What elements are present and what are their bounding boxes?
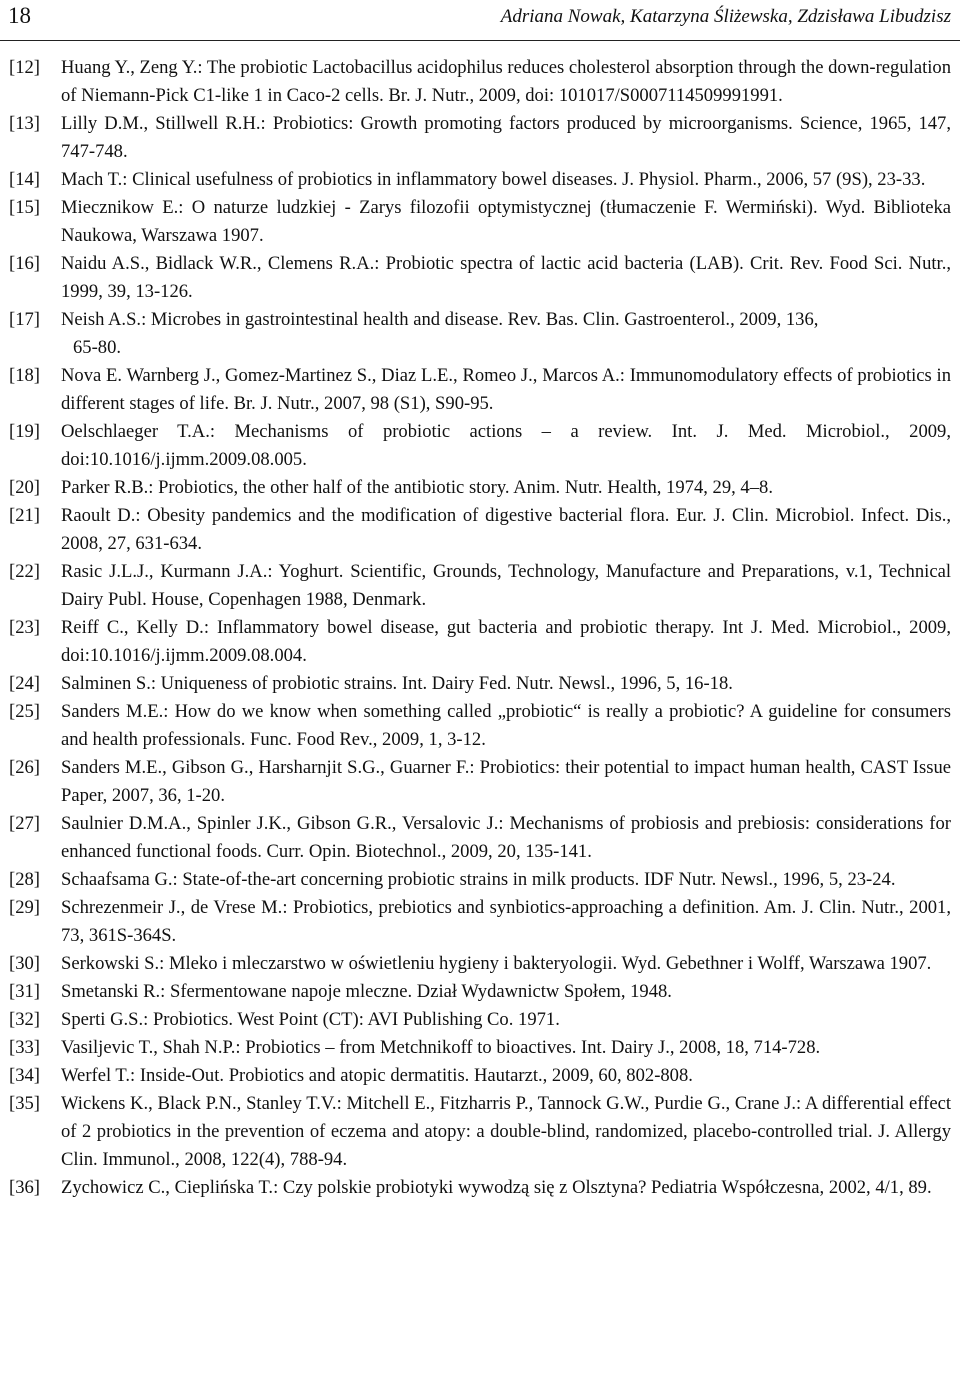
reference-number: [17]	[9, 309, 40, 330]
reference-number: [22]	[9, 561, 40, 582]
reference-item	[0, 894, 960, 950]
reference-number: [33]	[9, 1037, 40, 1058]
reference-number: [16]	[9, 253, 40, 274]
reference-number: [24]	[9, 673, 40, 694]
reference-item	[0, 1034, 960, 1062]
reference-item	[0, 250, 960, 306]
reference-text: Naidu A.S., Bidlack W.R., Clemens R.A.: Probiotic spectra of lactic acid bacteria (LAB). Crit. Rev. Food Sci. Nutr., 1999, 39, 13-126.	[61, 253, 951, 302]
reference-text: Sanders M.E., Gibson G., Harsharnjit S.G., Guarner F.: Probiotics: their potential to impact human health, CAST Issue Paper, 2007, 36, 1-20.	[61, 757, 951, 806]
reference-item	[0, 362, 960, 418]
reference-item	[0, 502, 960, 558]
reference-number: [19]	[9, 421, 40, 442]
reference-text: Zychowicz C., Cieplińska T.: Czy polskie probiotyki wywodzą się z Olsztyna? Pediatria Współczesna, 2002, 4/1, 89.	[61, 1177, 932, 1198]
reference-item	[0, 110, 960, 166]
reference-number: [35]	[9, 1093, 40, 1114]
reference-number: [23]	[9, 617, 40, 638]
reference-text: Vasiljevic T., Shah N.P.: Probiotics – from Metchnikoff to bioactives. Int. Dairy J., 2008, 18, 714-728.	[61, 1037, 821, 1058]
reference-text: Nova E. Warnberg J., Gomez-Martinez S., Diaz L.E., Romeo J., Marcos A.: Immunomodulatory effects of probiotics in different stages of life. Br. J. Nutr., 2007, 98 (S1), S90-95.	[61, 365, 951, 414]
reference-text: Schaafsama G.: State-of-the-art concerning probiotic strains in milk products. IDF Nutr. Newsl., 1996, 5, 23-24.	[61, 869, 896, 890]
reference-item	[0, 950, 960, 978]
reference-text: Serkowski S.: Mleko i mleczarstwo w oświetleniu hygieny i bakteryologii. Wyd. Gebethner i Wolff, Warszawa 1907.	[61, 953, 932, 974]
reference-item	[0, 978, 960, 1006]
reference-item	[0, 614, 960, 670]
reference-number: [18]	[9, 365, 40, 386]
reference-number: [26]	[9, 757, 40, 778]
reference-number: [21]	[9, 505, 40, 526]
reference-number: [13]	[9, 113, 40, 134]
reference-text: Schrezenmeir J., de Vrese M.: Probiotics, prebiotics and synbiotics-approaching a definition. Am. J. Clin. Nutr., 2001, 73, 361S-364S.	[61, 897, 951, 946]
reference-item	[0, 558, 960, 614]
reference-item	[0, 306, 960, 362]
reference-number: [36]	[9, 1177, 40, 1198]
reference-item	[0, 754, 960, 810]
reference-item	[0, 166, 960, 194]
reference-text: Wickens K., Black P.N., Stanley T.V.: Mitchell E., Fitzharris P., Tannock G.W., Purdie G., Crane J.: A differential effect of 2 probiotics in the prevention of eczema and atopy: a double-blind, randomized, placebo-controlled trial. J. Allergy Clin. Immunol., 2008, 122(4), 788-94.	[61, 1093, 951, 1170]
page-number: 18	[8, 3, 31, 28]
reference-text: Oelschlaeger T.A.: Mechanisms of probiotic actions – a review. Int. J. Med. Microbiol., 2009, doi:10.1016/j.ijmm.2009.08.005.	[61, 421, 951, 470]
reference-item	[0, 866, 960, 894]
reference-number: [30]	[9, 953, 40, 974]
reference-item	[0, 1090, 960, 1174]
reference-text: Reiff C., Kelly D.: Inflammatory bowel disease, gut bacteria and probiotic therapy. Int J. Med. Microbiol., 2009, doi:10.1016/j.ijmm.2009.08.004.	[61, 617, 951, 666]
reference-item	[0, 54, 960, 110]
reference-text: Smetanski R.: Sfermentowane napoje mleczne. Dział Wydawnictw Społem, 1948.	[61, 981, 672, 1002]
reference-text: Raoult D.: Obesity pandemics and the modification of digestive bacterial flora. Eur. J. Clin. Microbiol. Infect. Dis., 2008, 27, 631-634.	[61, 505, 951, 554]
reference-text: Sperti G.S.: Probiotics. West Point (CT): AVI Publishing Co. 1971.	[61, 1009, 560, 1030]
reference-text: Mach T.: Clinical usefulness of probiotics in inflammatory bowel diseases. J. Physiol. Pharm., 2006, 57 (9S), 23-33.	[61, 169, 926, 190]
reference-number: [14]	[9, 169, 40, 190]
reference-number: [20]	[9, 477, 40, 498]
reference-number: [32]	[9, 1009, 40, 1030]
reference-item	[0, 1062, 960, 1090]
reference-text: Parker R.B.: Probiotics, the other half of the antibiotic story. Anim. Nutr. Health, 1974, 29, 4–8.	[61, 477, 773, 498]
reference-text: Miecznikow E.: O naturze ludzkiej - Zarys filozofii optymistycznej (tłumaczenie F. Wermiński). Wyd. Biblioteka Naukowa, Warszawa 1907.	[61, 197, 951, 246]
reference-number: [27]	[9, 813, 40, 834]
reference-item	[0, 1174, 960, 1202]
reference-item	[0, 670, 960, 698]
reference-list	[0, 54, 960, 1202]
reference-item	[0, 1006, 960, 1034]
reference-pages: 65-80.	[73, 337, 122, 358]
reference-item	[0, 194, 960, 250]
reference-text: Huang Y., Zeng Y.: The probiotic Lactobacillus acidophilus reduces cholesterol absorption through the down-regulation of Niemann-Pick C1-like 1 in Caco-2 cells. Br. J. Nutr., 2009, doi: 101017/S0007114509991991.	[61, 57, 951, 106]
reference-number: [34]	[9, 1065, 40, 1086]
reference-text: Neish A.S.: Microbes in gastrointestinal health and disease. Rev. Bas. Clin. Gastroenterol., 2009, 136,	[61, 309, 819, 330]
reference-number: [28]	[9, 869, 40, 890]
reference-number: [15]	[9, 197, 40, 218]
reference-text: Lilly D.M., Stillwell R.H.: Probiotics: Growth promoting factors produced by microorganisms. Science, 1965, 147, 747-748.	[61, 113, 951, 162]
reference-text: Werfel T.: Inside-Out. Probiotics and atopic dermatitis. Hautarzt., 2009, 60, 802-808.	[61, 1065, 693, 1086]
reference-text: Sanders M.E.: How do we know when something called „probiotic“ is really a probiotic? A guideline for consumers and health professionals. Func. Food Rev., 2009, 1, 3-12.	[61, 701, 951, 750]
reference-item	[0, 418, 960, 474]
reference-item	[0, 810, 960, 866]
reference-item	[0, 474, 960, 502]
reference-item	[0, 698, 960, 754]
page-header	[0, 0, 960, 41]
reference-number: [12]	[9, 57, 40, 78]
reference-body	[61, 306, 951, 362]
reference-text: Saulnier D.M.A., Spinler J.K., Gibson G.R., Versalovic J.: Mechanisms of probiosis and prebiosis: considerations for enhanced functional foods. Curr. Opin. Biotechnol., 2009, 20, 135-141.	[61, 813, 951, 862]
reference-text: Salminen S.: Uniqueness of probiotic strains. Int. Dairy Fed. Nutr. Newsl., 1996, 5, 16-18.	[61, 673, 733, 694]
running-head-authors: Adriana Nowak, Katarzyna Śliżewska, Zdzisława Libudzisz	[500, 6, 951, 27]
reference-number: [25]	[9, 701, 40, 722]
reference-number: [29]	[9, 897, 40, 918]
reference-text: Rasic J.L.J., Kurmann J.A.: Yoghurt. Scientific, Grounds, Technology, Manufacture and Preparations, v.1, Technical Dairy Publ. House, Copenhagen 1988, Denmark.	[61, 561, 951, 610]
reference-number: [31]	[9, 981, 40, 1002]
